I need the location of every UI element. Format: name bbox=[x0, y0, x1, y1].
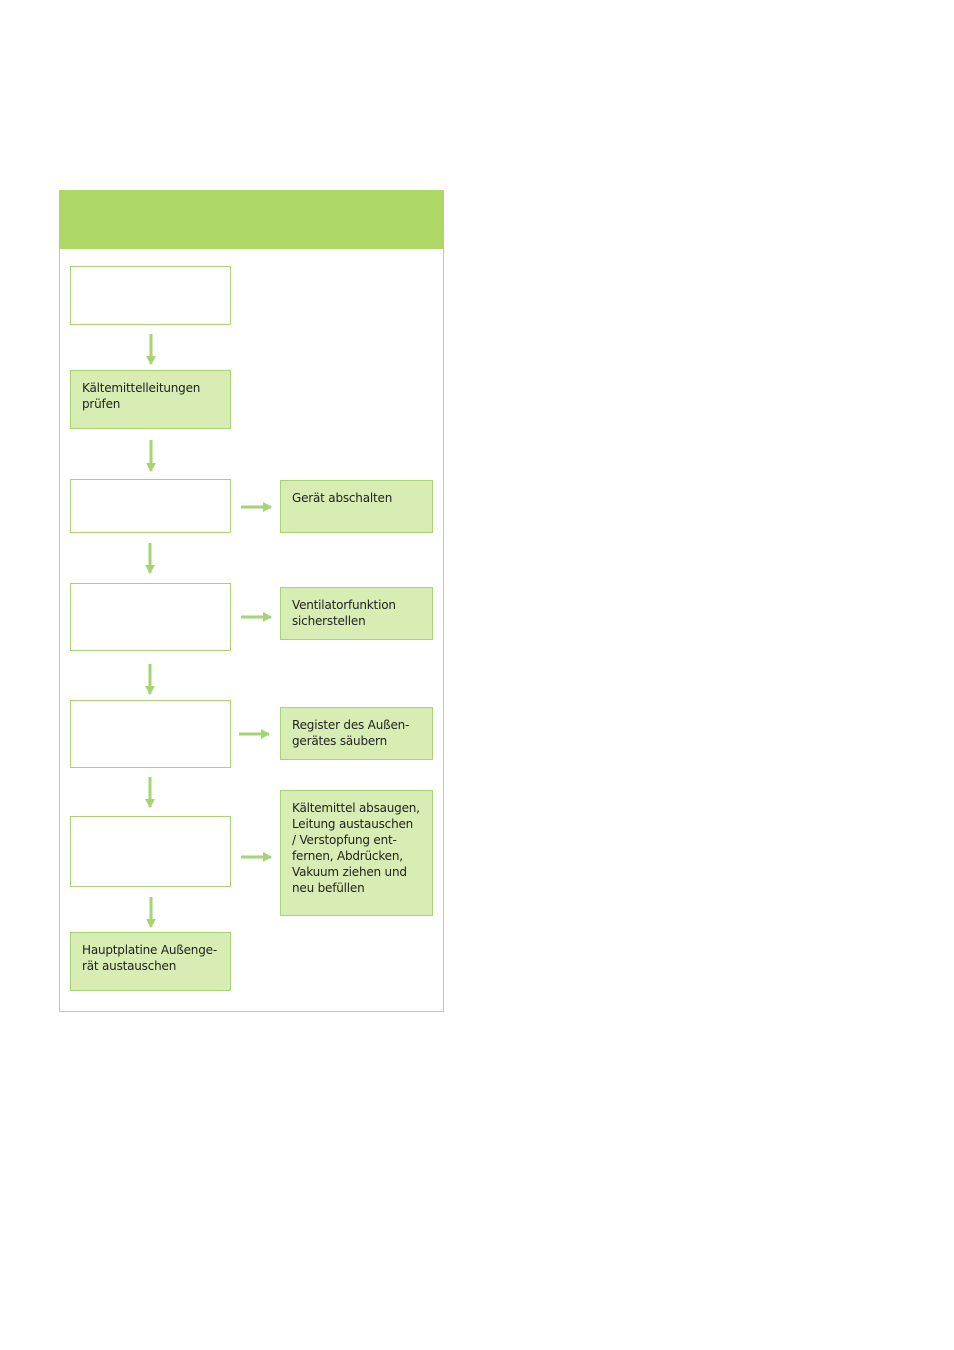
step-label: Kältemittelleitungen prüfen bbox=[82, 381, 201, 411]
step-label: Hauptplatine Außenge- rät austauschen bbox=[82, 943, 217, 973]
action-label: Gerät abschalten bbox=[292, 491, 393, 505]
action-label: Kältemittel absaugen, Leitung austauschen / Verstopfung ent- fernen, Abdrücken, Vakuum ziehen und neu befüllen bbox=[292, 801, 420, 895]
action-label: Ventilatorfunktion sicherstellen bbox=[292, 598, 396, 628]
action-label: Register des Außen- gerätes säubern bbox=[292, 718, 410, 748]
